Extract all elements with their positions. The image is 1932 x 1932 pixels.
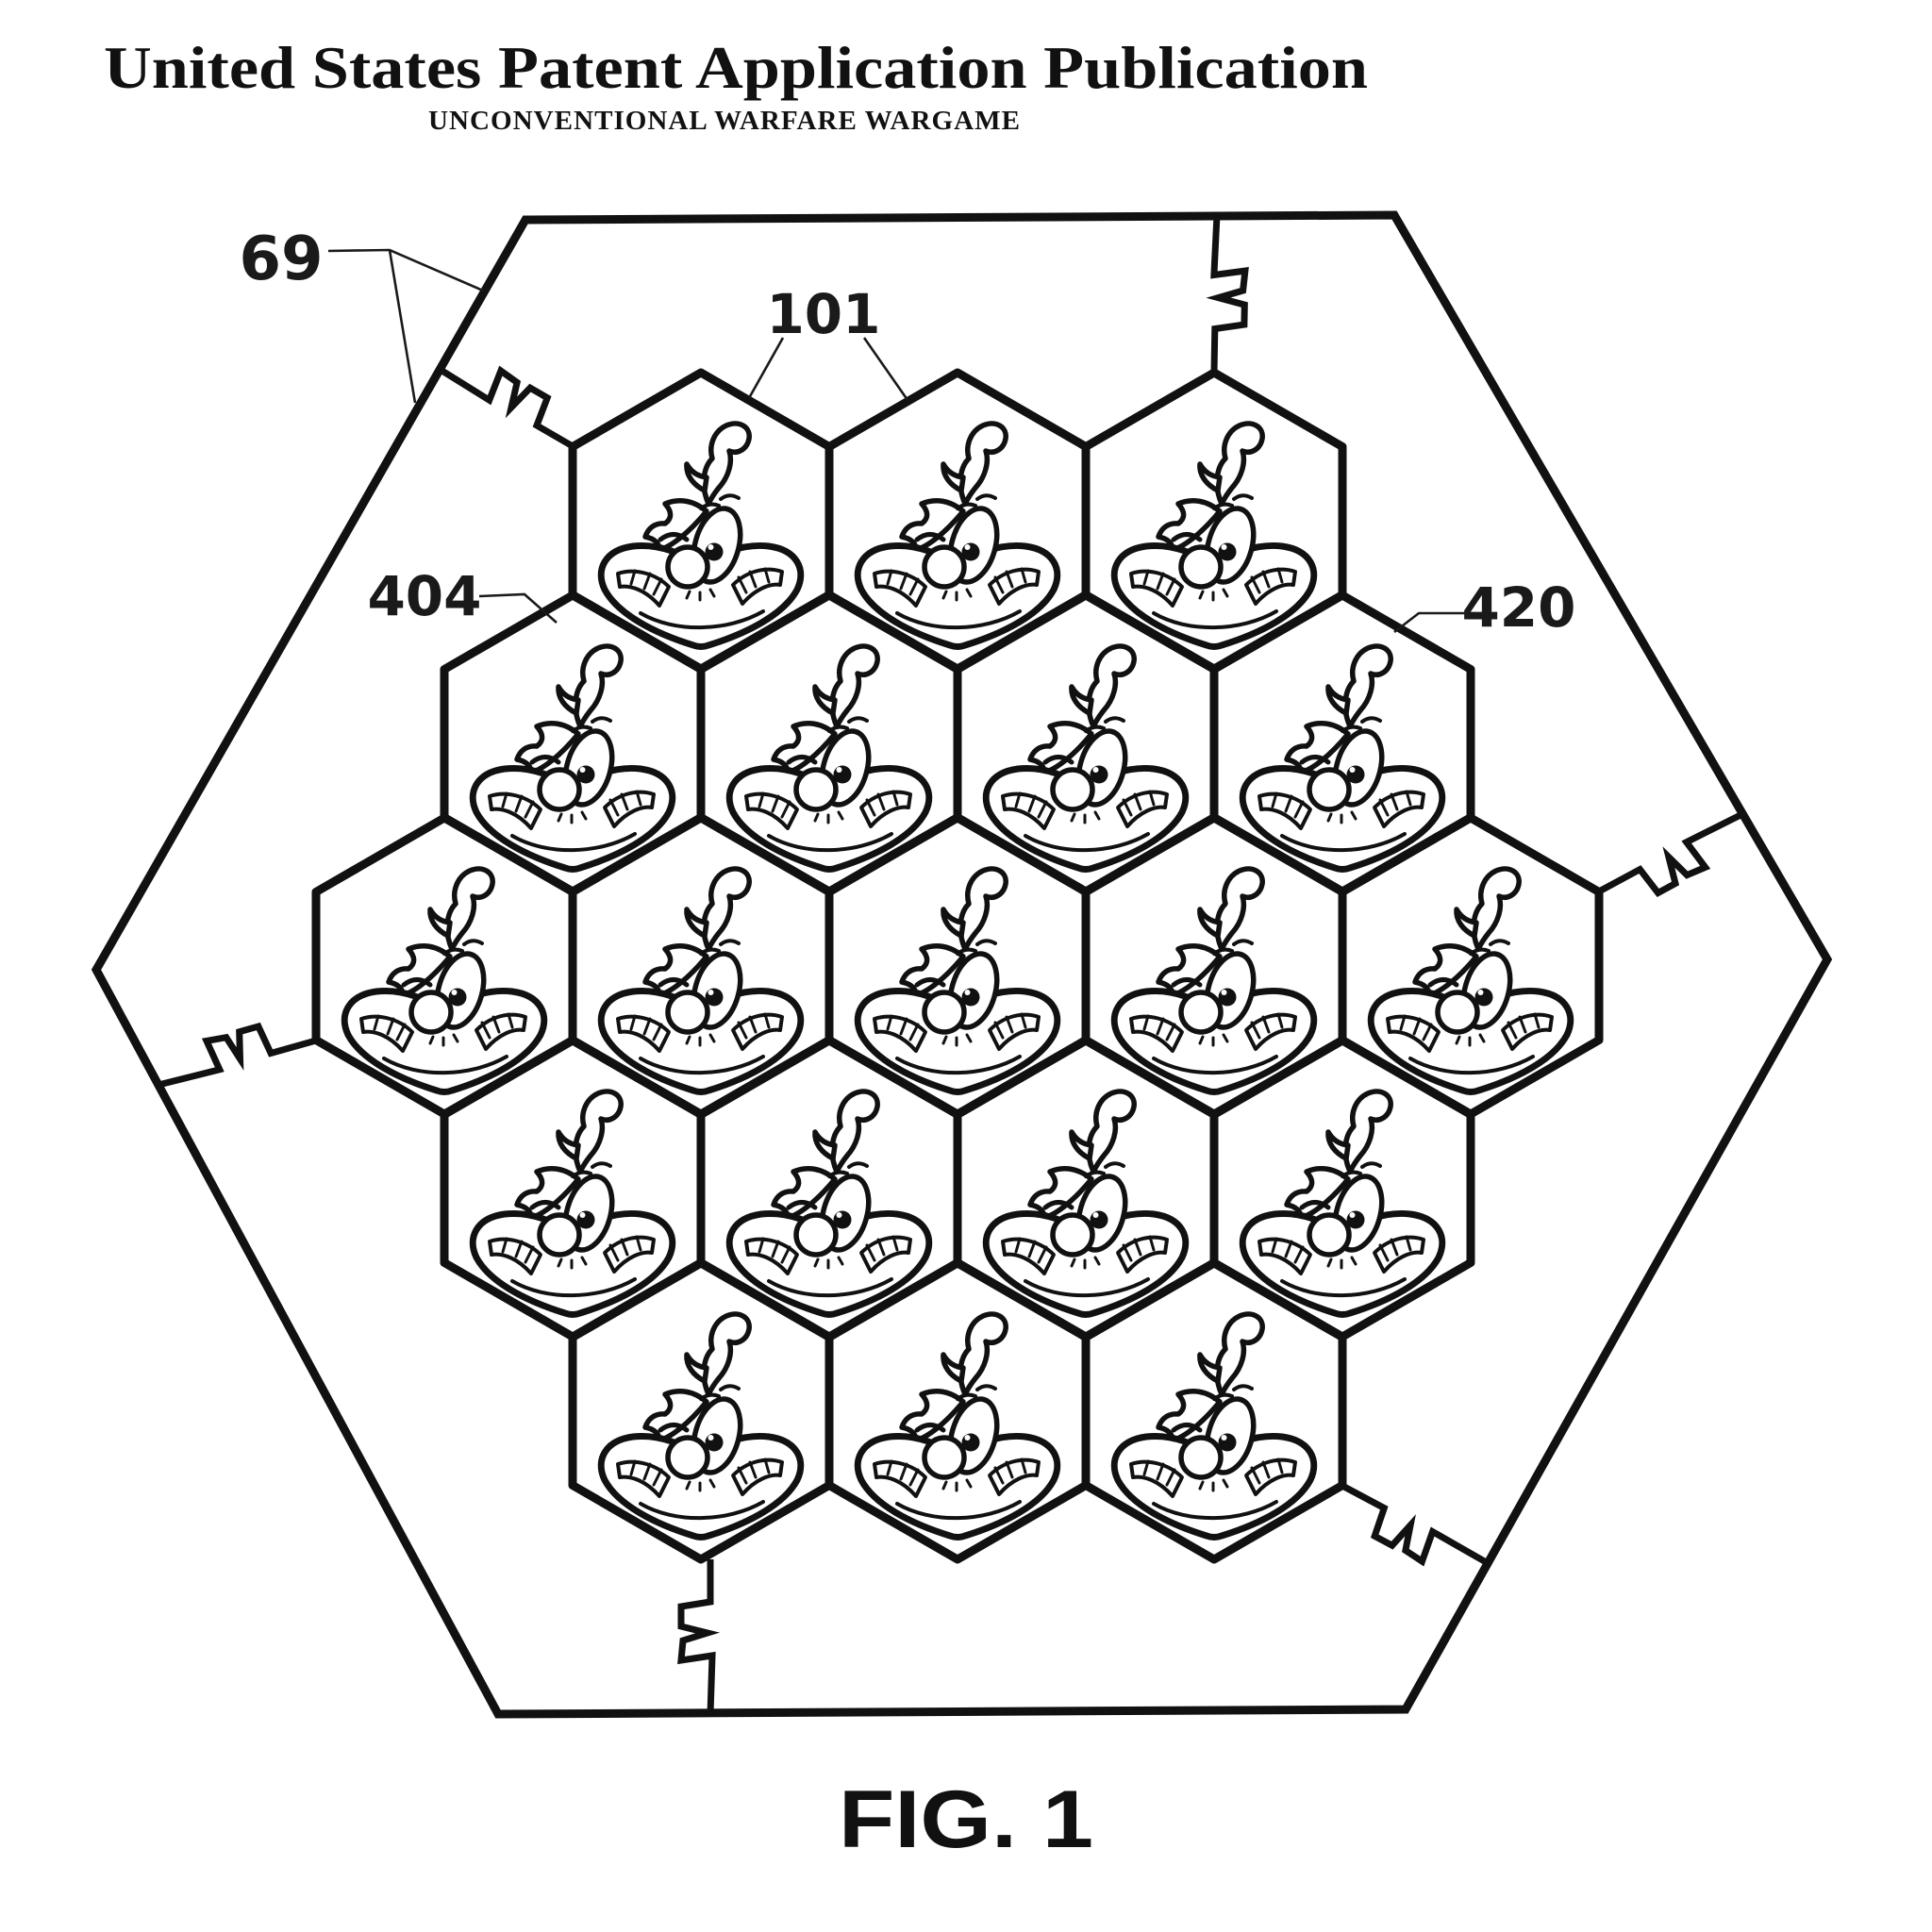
- leader-line-69b: [390, 250, 415, 403]
- leader-line-69: [328, 250, 483, 291]
- reference-number-101: 101: [766, 282, 881, 346]
- game-board: [96, 215, 1827, 1714]
- page-title: United States Patent Application Publication: [104, 34, 1368, 101]
- figure-caption: FIG. 1: [839, 1774, 1093, 1865]
- reference-number-420: 420: [1461, 575, 1576, 640]
- reference-number-69: 69: [239, 225, 324, 294]
- reference-number-404: 404: [367, 564, 482, 628]
- page-subtitle: UNCONVENTIONAL WARFARE WARGAME: [428, 106, 1021, 136]
